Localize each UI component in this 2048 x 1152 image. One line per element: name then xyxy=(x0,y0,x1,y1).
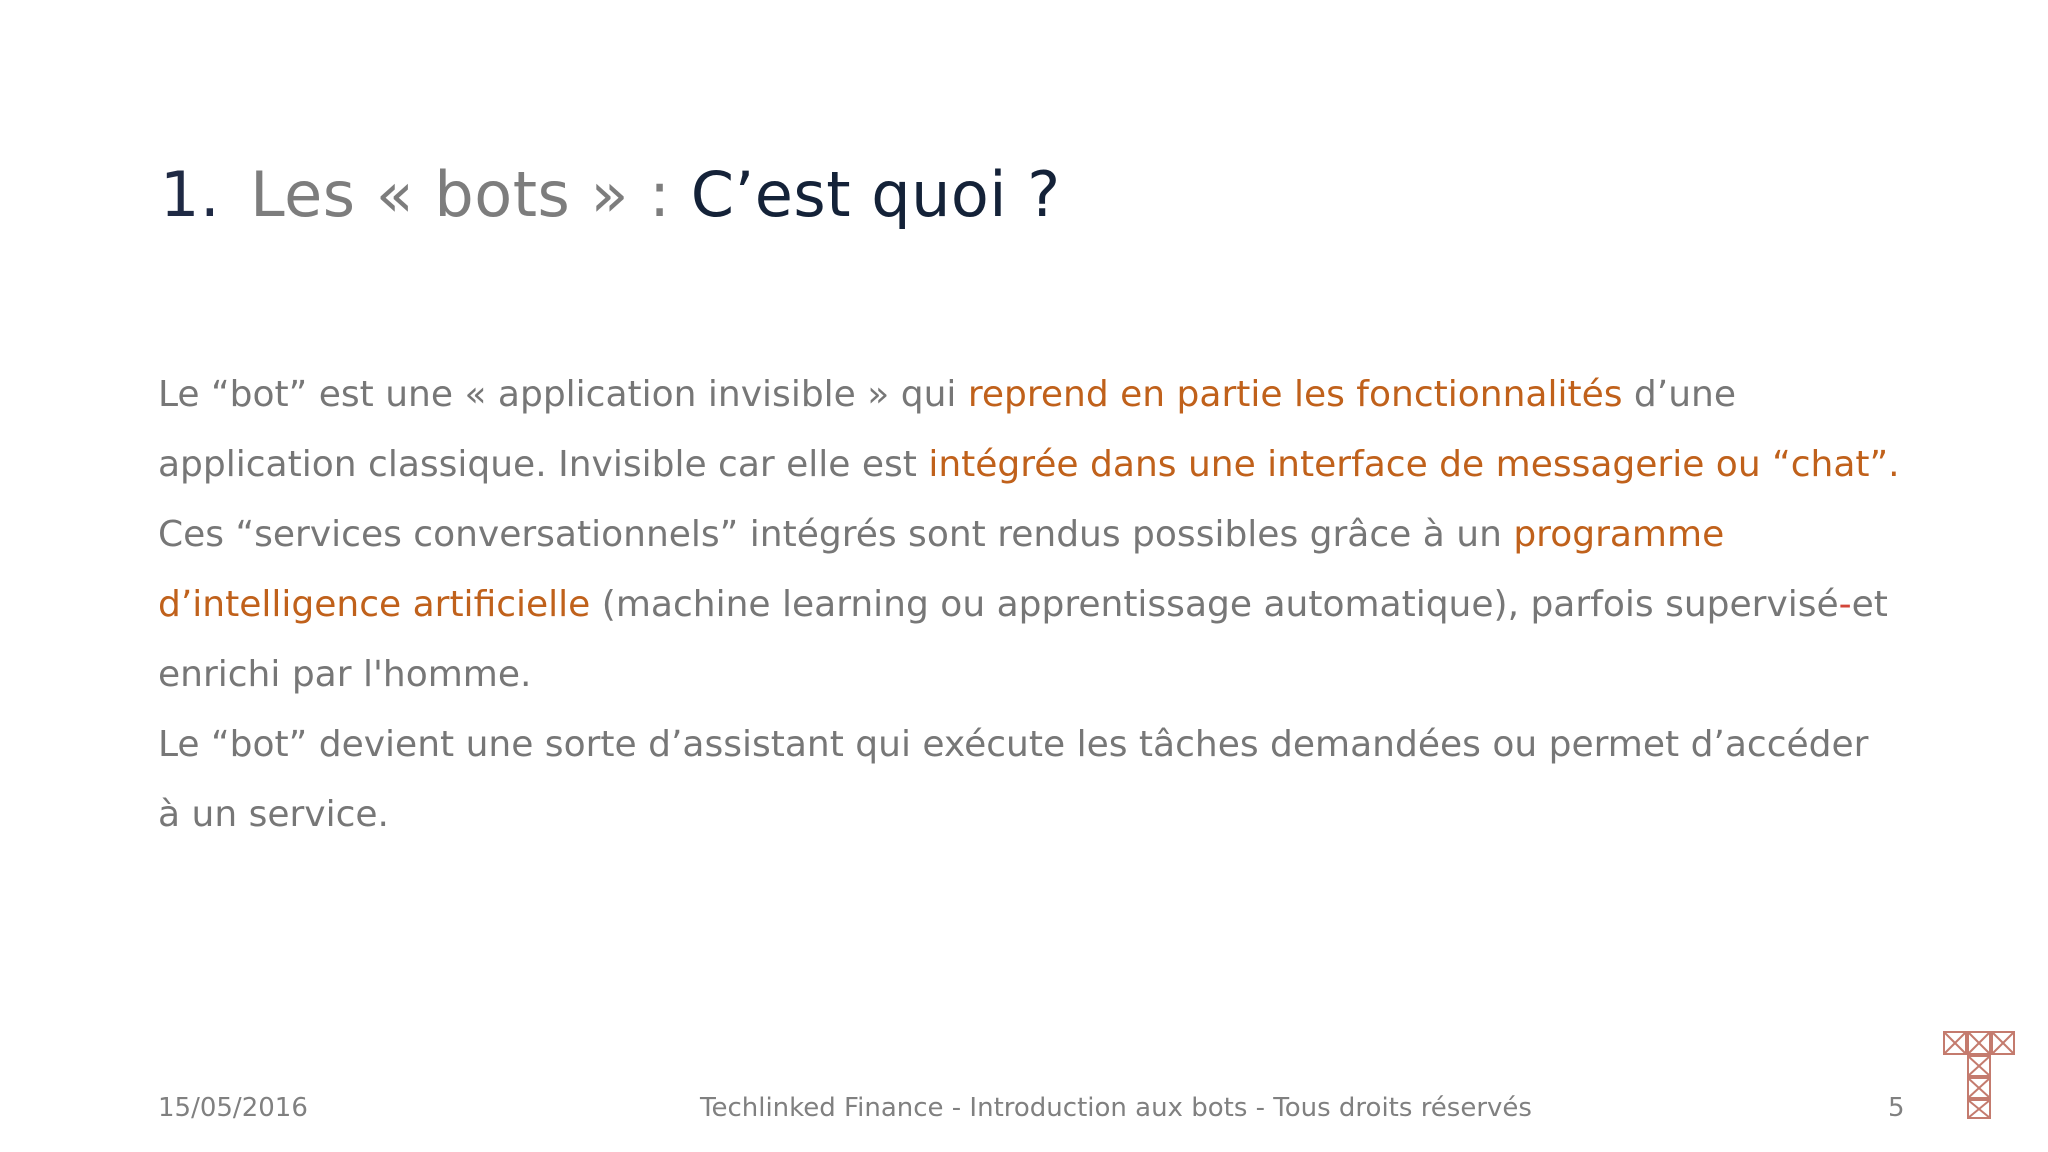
highlight-text: intégrée dans une interface de messagerie ou “chat”. xyxy=(928,444,1900,485)
body-text: Ces “services conversationnels” intégrés sont rendus possibles grâce à un xyxy=(158,514,1514,555)
highlight-text: programme xyxy=(1513,514,1725,555)
slide-body xyxy=(158,360,1998,850)
body-text: (machine learning ou apprentissage automatique), parfois supervisé xyxy=(590,584,1839,625)
body-text: d’une xyxy=(1622,374,1737,415)
body-line-3 xyxy=(158,500,1998,570)
footer-date: 15/05/2016 xyxy=(158,1093,308,1123)
body-line-6: Le “bot” devient une sorte d’assistant qui exécute les tâches demandées ou permet d’accéder xyxy=(158,724,1869,765)
highlight-text: reprend en partie les fonctionnalités xyxy=(967,374,1623,415)
body-line-2 xyxy=(158,430,1998,500)
body-line-1 xyxy=(158,360,1998,430)
title-number: 1. xyxy=(160,158,221,231)
body-text: Le “bot” est une « application invisible » qui xyxy=(158,374,968,415)
body-line-4 xyxy=(158,570,1998,640)
title-part-2: C’est quoi ? xyxy=(690,158,1061,231)
body-line-5: enrichi par l'homme. xyxy=(158,654,532,695)
revision-dash: - xyxy=(1838,584,1852,625)
body-line-7: à un service. xyxy=(158,794,389,835)
techlinked-t-logo-icon xyxy=(1942,1030,2016,1120)
footer-title: Techlinked Finance - Introduction aux bots - Tous droits réservés xyxy=(700,1093,1532,1123)
body-text: et xyxy=(1851,584,1888,625)
page-number: 5 xyxy=(1888,1093,1905,1123)
body-text: application classique. Invisible car elle est xyxy=(158,444,929,485)
slide-title xyxy=(160,158,1061,231)
highlight-text: d’intelligence artificielle xyxy=(158,584,591,625)
title-part-1: Les « bots » : xyxy=(250,158,671,231)
